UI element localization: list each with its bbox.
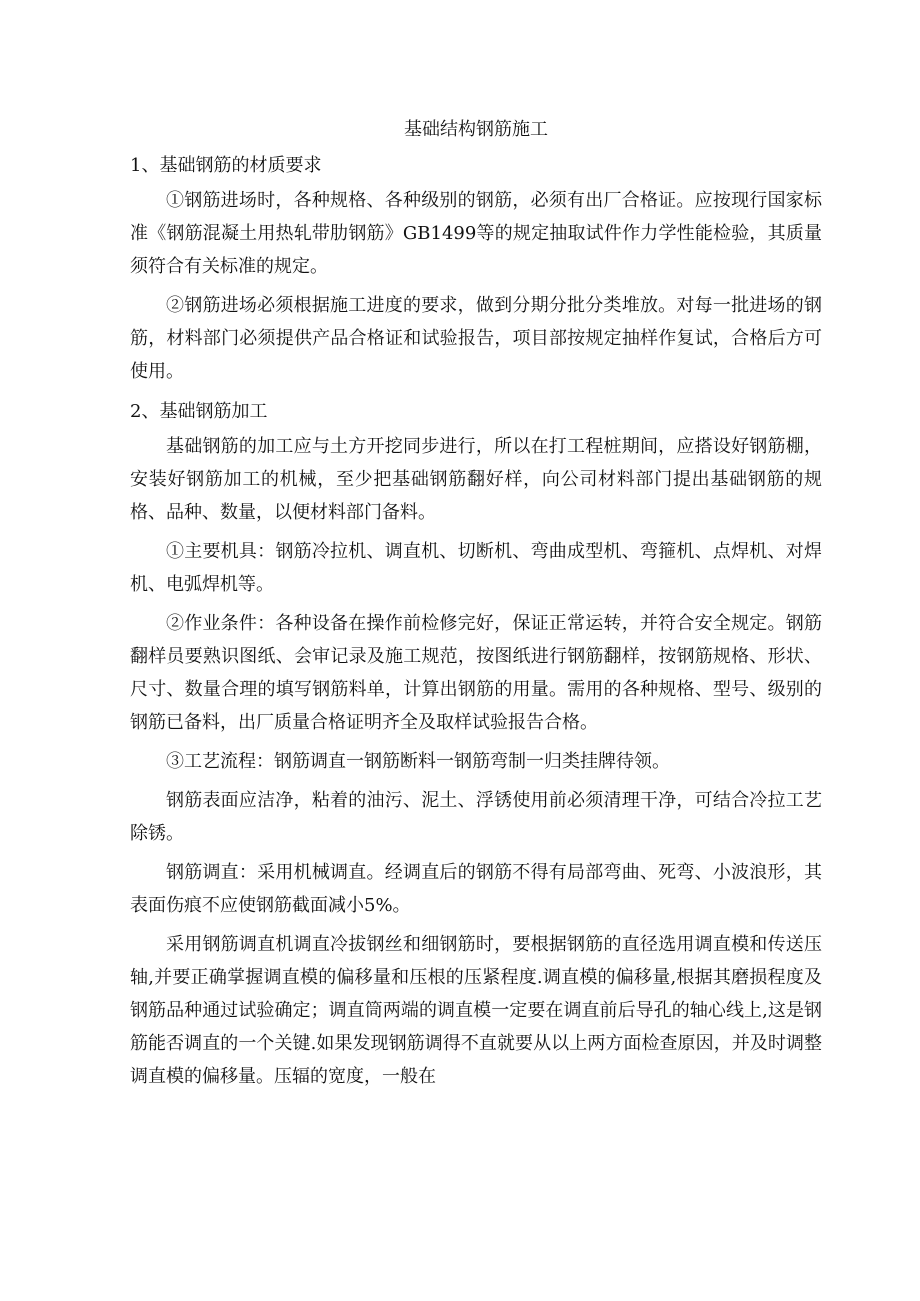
paragraph: ①主要机具：钢筋冷拉机、调直机、切断机、弯曲成型机、弯箍机、点焊机、对焊机、电弧焊机等。: [130, 541, 822, 595]
section-rebar-processing: [130, 394, 822, 1093]
document-body: [130, 112, 822, 1097]
section-material-requirements: [130, 148, 822, 388]
document-title: 基础结构钢筋施工: [404, 119, 548, 140]
paragraph: ①钢筋进场时，各种规格、各种级别的钢筋，必须有出厂合格证。应按现行国家标准《钢筋混凝土用热轧带肋钢筋》GB1499等的规定抽取试件作力学性能检验，其质量须符合有关标准的规定。: [130, 190, 822, 277]
paragraph: ③工艺流程：钢筋调直一钢筋断料一钢筋弯制一归类挂牌待领。: [166, 751, 670, 772]
paragraph: ②作业条件：各种设备在操作前检修完好，保证正常运转，并符合安全规定。钢筋翻样员要熟识图纸、会审记录及施工规范，按图纸进行钢筋翻样，按钢筋规格、形状、尺寸、数量合理的填写钢筋料单，计算出钢筋的用量。需用的各种规格、型号、级别的钢筋已备料，出厂质量合格证明齐全及取样试验报告合格。: [130, 613, 822, 733]
paragraph: ②钢筋进场必须根据施工进度的要求，做到分期分批分类堆放。对每一批进场的钢筋，材料部门必须提供产品合格证和试验报告，项目部按规定抽样作复试，合格后方可使用。: [130, 295, 822, 382]
section-heading: 2、基础钢筋加工: [130, 401, 268, 422]
paragraph: 采用钢筋调直机调直冷拔钢丝和细钢筋时，要根据钢筋的直径选用调直模和传送压轴,并要正确掌握调直模的偏移量和压根的压紧程度.调直模的偏移量,根据其磨损程度及钢筋品种通过试验确定；调直筒两端的调直模一定要在调直前后导孔的轴心线上,这是钢筋能否调直的一个关键.如果发现钢筋调得不直就要从以上两方面检查原因，并及时调整调直模的偏移量。压辐的宽度，一般在: [130, 934, 822, 1087]
paragraph: 钢筋表面应洁净，粘着的油污、泥土、浮锈使用前必须清理干净，可结合冷拉工艺除锈。: [130, 790, 822, 844]
paragraph: 基础钢筋的加工应与土方开挖同步进行，所以在打工程桩期间，应搭设好钢筋棚，安装好钢筋加工的机械，至少把基础钢筋翻好样，向公司材料部门提出基础钢筋的规格、品种、数量，以便材料部门备料。: [130, 436, 822, 523]
paragraph: 钢筋调直：采用机械调直。经调直后的钢筋不得有局部弯曲、死弯、小波浪形，其表面伤痕不应使钢筋截面减小5%。: [130, 862, 822, 916]
section-heading: 1、基础钢筋的材质要求: [130, 155, 322, 176]
